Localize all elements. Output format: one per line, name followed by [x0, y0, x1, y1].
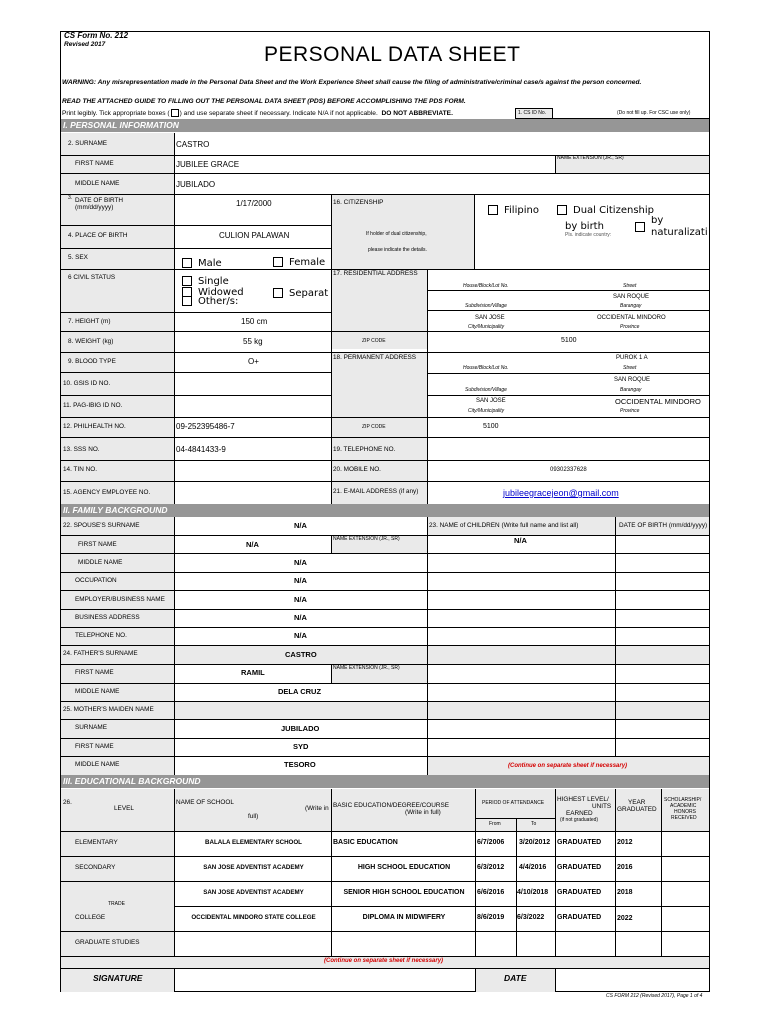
edu-from[interactable]: 6/6/2016 [477, 889, 505, 896]
mother-surname-label: SURNAME [75, 724, 107, 731]
agency-no-label: 15. AGENCY EMPLOYEE NO. [63, 489, 151, 496]
grid [61, 683, 709, 684]
res-city-value[interactable]: SAN JOSE [475, 315, 505, 321]
spouse-telephone-value[interactable]: N/A [294, 631, 307, 640]
page-footer: CS FORM 212 (Revised 2017), Page 1 of 4 [606, 993, 703, 999]
father-surname-value[interactable]: CASTRO [285, 650, 317, 659]
edu-year-header-1: YEAR [628, 799, 646, 806]
warning-text: WARNING: Any misrepresentation made in the Personal Data Sheet and the Work Experience Sheet shall cause the filing of administrative/criminal case/s against the person concerned. [62, 79, 642, 86]
edu-level: COLLEGE [75, 914, 106, 921]
occupation-label: OCCUPATION [75, 577, 117, 584]
section-educational-background: III. EDUCATIONAL BACKGROUND [61, 775, 709, 788]
citizenship-note-1: If holder of dual citizenship, [366, 231, 427, 237]
blood-type-value[interactable]: O+ [248, 357, 259, 366]
grid [427, 517, 428, 775]
grid [61, 931, 709, 932]
spouse-surname-label: 22. SPOUSE'S SURNAME [63, 522, 140, 529]
spouse-middle-value[interactable]: N/A [294, 558, 307, 567]
first-name-value[interactable]: JUBILEE GRACE [176, 160, 240, 169]
sss-label: 13. SSS NO. [63, 446, 100, 453]
grid [61, 481, 709, 482]
employer-label: EMPLOYER/BUSINESS NAME [75, 596, 165, 603]
pagibig-label: 11. PAG-IBIG ID NO. [63, 402, 123, 409]
telephone-label: 19. TELEPHONE NO. [333, 446, 396, 453]
edu-highest[interactable]: GRADUATED [557, 914, 602, 921]
spouse-middle-label: MIDDLE NAME [78, 559, 123, 566]
edu-school-hint-2: full) [248, 813, 259, 820]
grid [174, 517, 175, 775]
perm-brgy-value[interactable]: SAN ROQUE [614, 377, 651, 383]
edu-to[interactable]: 3/20/2012 [519, 839, 551, 846]
gsis-label: 10. GSIS ID NO. [63, 380, 111, 387]
mother-first-value[interactable]: SYD [293, 742, 309, 751]
father-middle-label: MIDDLE NAME [75, 688, 120, 695]
grid [61, 956, 709, 957]
res-zip-value[interactable]: 5100 [561, 337, 577, 344]
perm-zip-value[interactable]: 5100 [483, 423, 499, 430]
country-hint: Pls. indicate country: [565, 232, 612, 238]
grid [331, 535, 332, 553]
grid [174, 133, 175, 511]
grid [61, 194, 709, 195]
edu-school[interactable]: BALALA ELEMENTARY SCHOOL [205, 839, 302, 846]
email-value[interactable] [503, 489, 619, 498]
res-province-label: Province [620, 324, 640, 330]
cs-id-label: 1. CS ID No. [518, 110, 547, 116]
instruction-text: READ THE ATTACHED GUIDE TO FILLING OUT THE PERSONAL DATA SHEET (PDS) BEFORE ACCOMPLISHING THE PDS FORM. [62, 98, 466, 105]
philhealth-value[interactable]: 09-252395486-7 [176, 422, 235, 431]
edu-year[interactable]: 2022 [617, 915, 633, 922]
mobile-label: 20. MOBILE NO. [333, 466, 381, 473]
grid [61, 590, 709, 591]
edu-year[interactable]: 2016 [617, 864, 633, 871]
edu-to[interactable]: 4/10/2018 [517, 889, 549, 896]
pob-label: 4. PLACE OF BIRTH [68, 232, 128, 239]
grid [427, 310, 709, 311]
dob-label: DATE OF BIRTH [75, 197, 124, 204]
child-1-value[interactable]: N/A [514, 536, 527, 545]
perm-subd-label: Subdivision/Village [465, 387, 507, 393]
res-street-value[interactable]: SAN ROQUE [613, 294, 650, 300]
citizenship-label: 16. CITIZENSHIP [333, 199, 384, 206]
mother-middle-value[interactable]: TESORO [284, 760, 316, 769]
grid [474, 194, 475, 269]
civil-others-option[interactable]: Other/s: [182, 296, 238, 307]
civil-widowed-option[interactable]: Widowed [182, 287, 244, 298]
edu-highest[interactable]: GRADUATED [557, 889, 602, 896]
edu-from[interactable]: 6/7/2006 [477, 839, 505, 846]
section-family-background: II. FAMILY BACKGROUND [61, 504, 709, 517]
grid [61, 756, 709, 757]
grid [61, 831, 709, 832]
edu-num: 26. [63, 799, 72, 806]
grid [427, 269, 428, 511]
grid [61, 225, 331, 226]
grid [61, 312, 331, 313]
spouse-surname-value[interactable]: N/A [294, 521, 307, 530]
height-label: 7. HEIGHT (m) [68, 318, 111, 325]
spouse-first-value[interactable]: N/A [246, 540, 259, 549]
label-column [61, 831, 174, 956]
date-field[interactable] [556, 969, 709, 991]
civil-status-label: 6 CIVIL STATUS [68, 274, 116, 281]
height-value[interactable]: 150 cm [241, 317, 268, 326]
civil-single-option[interactable]: Single [182, 276, 229, 287]
res-brgy-label: Barangay [620, 303, 642, 309]
mother-maiden-label: 25. MOTHER'S MAIDEN NAME [63, 706, 154, 713]
edu-course-header: BASIC EDUCATION/DEGREE/COURSE [333, 802, 449, 809]
email-link[interactable]: jubileegracejeon@gmail.com [503, 488, 619, 498]
res-province-value[interactable]: OCCIDENTAL MINDORO [597, 315, 666, 321]
grid [427, 373, 709, 374]
middle-name-value[interactable]: JUBILADO [176, 180, 216, 189]
grid [61, 173, 709, 174]
edu-header-bg [61, 789, 709, 831]
occupation-value[interactable]: N/A [294, 576, 307, 585]
res-zip-label: ZIP CODE [362, 338, 386, 344]
grid [61, 437, 709, 438]
res-subd-label: Subdivision/Village [465, 303, 507, 309]
print-note: Print legibly. Tick appropriate boxes ( ) and use separate sheet if necessary. Indicate N/A if not applicable. DO NOT ABBREVIATE. [62, 109, 453, 117]
res-house-label: House/Block/Lot No. [463, 283, 509, 289]
father-first-label: FIRST NAME [75, 669, 114, 676]
blood-type-label: 9. BLOOD TYPE [68, 358, 116, 365]
checkbox-icon[interactable] [635, 222, 645, 232]
form-number: CS Form No. 212 [64, 31, 129, 40]
checkbox-icon[interactable] [488, 205, 498, 215]
citizenship-filipino-option[interactable]: Filipino [488, 205, 539, 216]
checkbox-icon[interactable] [273, 288, 283, 298]
grid [61, 417, 709, 418]
form-revised: Revised 2017 [64, 41, 106, 48]
perm-zip-label: ZIP CODE [362, 424, 386, 430]
edu-course[interactable]: HIGH SCHOOL EDUCATION [357, 864, 451, 871]
edu-schol-header-1: SCHOLARSHIP/ [664, 797, 702, 803]
edu-continue-note: (Continue on separate sheet if necessary) [324, 958, 444, 964]
edu-school-hint: (Write in [305, 805, 329, 812]
dual-naturalization-option[interactable]: by naturalizati [635, 216, 709, 242]
mother-middle-label: MIDDLE NAME [75, 761, 120, 768]
edu-to[interactable]: 4/4/2016 [519, 864, 547, 871]
grid [331, 664, 332, 683]
dob-num: 3. [68, 195, 73, 201]
children-dob-label: DATE OF BIRTH (mm/dd/yyyy) [619, 522, 708, 529]
tin-label: 14. TIN NO. [63, 466, 97, 473]
perm-house-value[interactable]: PUROK 1 A [616, 355, 648, 361]
father-first-value[interactable]: RAMIL [241, 668, 265, 677]
edu-level-header: LEVEL [114, 805, 134, 812]
edu-year[interactable]: 2012 [617, 839, 633, 846]
grid [61, 609, 709, 610]
grid [61, 395, 331, 396]
tick-box-sample [171, 109, 179, 117]
grid [61, 460, 709, 461]
grid [61, 627, 709, 628]
grid [61, 719, 709, 720]
edu-course[interactable]: BASIC EDUCATION [333, 839, 398, 846]
edu-trade-hint: TRADE [108, 901, 125, 907]
edu-highest[interactable]: GRADUATED [557, 864, 602, 871]
grid [61, 856, 709, 857]
grid [555, 155, 556, 173]
father-surname-label: 24. FATHER'S SURNAME [63, 650, 138, 657]
perm-street-label: Street [623, 365, 637, 371]
civil-separated-option[interactable]: Separat [273, 288, 328, 299]
first-name-label: FIRST NAME [75, 160, 114, 167]
perm-address-label: 18. PERMANENT ADDRESS [333, 354, 416, 361]
grid [61, 553, 709, 554]
weight-value[interactable]: 55 kg [243, 337, 263, 346]
edu-highest-header-1: HIGHEST LEVEL/ [557, 796, 609, 803]
spouse-ext-label: NAME EXTENSION (JR., SR) [333, 536, 400, 542]
signature-field[interactable] [175, 969, 475, 991]
edu-schol-header-2: ACADEMIC [670, 803, 697, 809]
edu-highest-header-4: (if not graduated) [560, 817, 599, 823]
dual-by-birth-option[interactable]: by birth [565, 221, 604, 232]
perm-province-value[interactable]: OCCIDENTAL MINDORO [615, 397, 701, 406]
father-row-bg [61, 645, 709, 664]
grid [427, 290, 709, 291]
cs-id-note: (Do not fill up. For CSC use only) [617, 110, 691, 116]
edu-course[interactable]: DIPLOMA IN MIDWIFERY [362, 914, 446, 921]
mother-first-label: FIRST NAME [75, 743, 114, 750]
section-personal-info: I. PERSONAL INFORMATION [61, 119, 709, 132]
edu-level: SECONDARY [75, 864, 116, 871]
employer-value[interactable]: N/A [294, 595, 307, 604]
sex-label: 5. SEX [68, 254, 88, 261]
grid [61, 572, 709, 573]
edu-school-header: NAME OF SCHOOL [176, 799, 234, 806]
grid [61, 738, 709, 739]
grid [516, 818, 517, 956]
res-address-label: 17. RESIDENTIAL ADDRESS [333, 270, 418, 277]
edu-highest-header-2: UNITS [592, 803, 612, 810]
grid [61, 352, 709, 353]
civil-status-options [176, 270, 330, 311]
checkbox-icon[interactable] [182, 258, 192, 268]
perm-city-label: City/Municipality [468, 408, 505, 414]
form-title: PERSONAL DATA SHEET [264, 43, 521, 66]
grid [61, 248, 331, 249]
grid [61, 645, 709, 646]
weight-label: 8. WEIGHT (kg) [68, 338, 114, 345]
edu-year[interactable]: 2018 [617, 889, 633, 896]
edu-to[interactable]: 6/3/2022 [517, 914, 545, 921]
spouse-first-label: FIRST NAME [78, 541, 117, 548]
edu-course[interactable]: SENIOR HIGH SCHOOL EDUCATION [343, 889, 465, 896]
dob-value[interactable]: 1/17/2000 [236, 199, 272, 208]
grid [475, 968, 476, 992]
res-street-label: Street [623, 283, 637, 289]
sex-male-option[interactable]: Male [182, 258, 222, 269]
mother-surname-value[interactable]: JUBILADO [281, 724, 320, 733]
spouse-telephone-label: TELEPHONE NO. [75, 632, 127, 639]
grid [174, 906, 709, 907]
edu-from[interactable]: 6/3/2012 [477, 864, 505, 871]
edu-highest-header-3: EARNED [566, 810, 593, 817]
pob-value[interactable]: CULION PALAWAN [219, 231, 290, 240]
philhealth-label: 12. PHILHEALTH NO. [63, 423, 126, 430]
edu-year-header-2: GRADUATED [617, 806, 657, 813]
edu-to-header: To [531, 821, 537, 827]
perm-province-label: Province [620, 408, 640, 414]
name-ext-label: NAME EXTENSION (JR., SR) [557, 155, 624, 161]
family-continue-note: (Continue on separate sheet if necessary) [508, 763, 628, 769]
perm-house-label: House/Block/Lot No. [463, 365, 509, 371]
grid [61, 881, 709, 882]
mother-row-bg [61, 701, 709, 719]
edu-school[interactable]: SAN JOSE ADVENTIST ACADEMY [203, 864, 304, 871]
father-middle-value[interactable]: DELA CRUZ [278, 687, 322, 696]
checkbox-icon[interactable] [182, 296, 192, 306]
email-label: 21. E-MAIL ADDRESS (if any) [333, 488, 419, 495]
grid [61, 372, 331, 373]
father-ext-label: NAME EXTENSION (JR., SR) [333, 665, 400, 671]
grid [427, 395, 709, 396]
mobile-value[interactable]: 09302337628 [550, 467, 587, 473]
checkbox-icon[interactable] [273, 257, 283, 267]
sss-value[interactable]: 04-4841433-9 [176, 445, 226, 454]
res-city-label: City/Municipality [468, 324, 505, 330]
grid [61, 331, 709, 332]
checkbox-icon[interactable] [182, 276, 192, 286]
edu-highest[interactable]: GRADUATED [557, 839, 602, 846]
middle-name-label: MIDDLE NAME [75, 180, 120, 187]
grid [61, 701, 709, 702]
edu-school[interactable]: OCCIDENTAL MINDORO STATE COLLEGE [191, 914, 316, 921]
signature-label: SIGNATURE [93, 973, 143, 983]
citizenship-note-2: please indicate the details. [368, 247, 427, 253]
edu-schol-header-4: RECEIVED [671, 815, 697, 821]
surname-value[interactable]: CASTRO [176, 140, 210, 149]
date-label: DATE [504, 973, 527, 983]
business-address-label: BUSINESS ADDRESS [75, 614, 140, 621]
checkbox-icon[interactable] [557, 205, 567, 215]
edu-from-header: From [489, 821, 501, 827]
edu-course-hint: (Write in full) [405, 809, 441, 816]
citizenship-dual-option[interactable]: Dual Citizenship [557, 205, 654, 216]
dob-format: (mm/dd/yyyy) [75, 204, 114, 211]
edu-level: GRADUATE STUDIES [75, 939, 140, 946]
edu-period-header: PERIOD OF ATTENDANCE [482, 800, 545, 806]
grid [475, 818, 555, 819]
edu-from[interactable]: 8/6/2019 [477, 914, 505, 921]
business-address-value[interactable]: N/A [294, 613, 307, 622]
perm-brgy-label: Barangay [620, 387, 642, 393]
perm-city-value[interactable]: SAN JOSE [476, 398, 506, 404]
edu-level: ELEMENTARY [75, 839, 118, 846]
edu-school[interactable]: SAN JOSE ADVENTIST ACADEMY [203, 889, 304, 896]
edu-schol-header-3: HONORS [674, 809, 696, 815]
children-label: 23. NAME of CHILDREN (Write full name and list all) [429, 522, 579, 529]
sex-female-option[interactable]: Female [273, 257, 325, 268]
surname-label: 2. SURNAME [68, 140, 108, 147]
